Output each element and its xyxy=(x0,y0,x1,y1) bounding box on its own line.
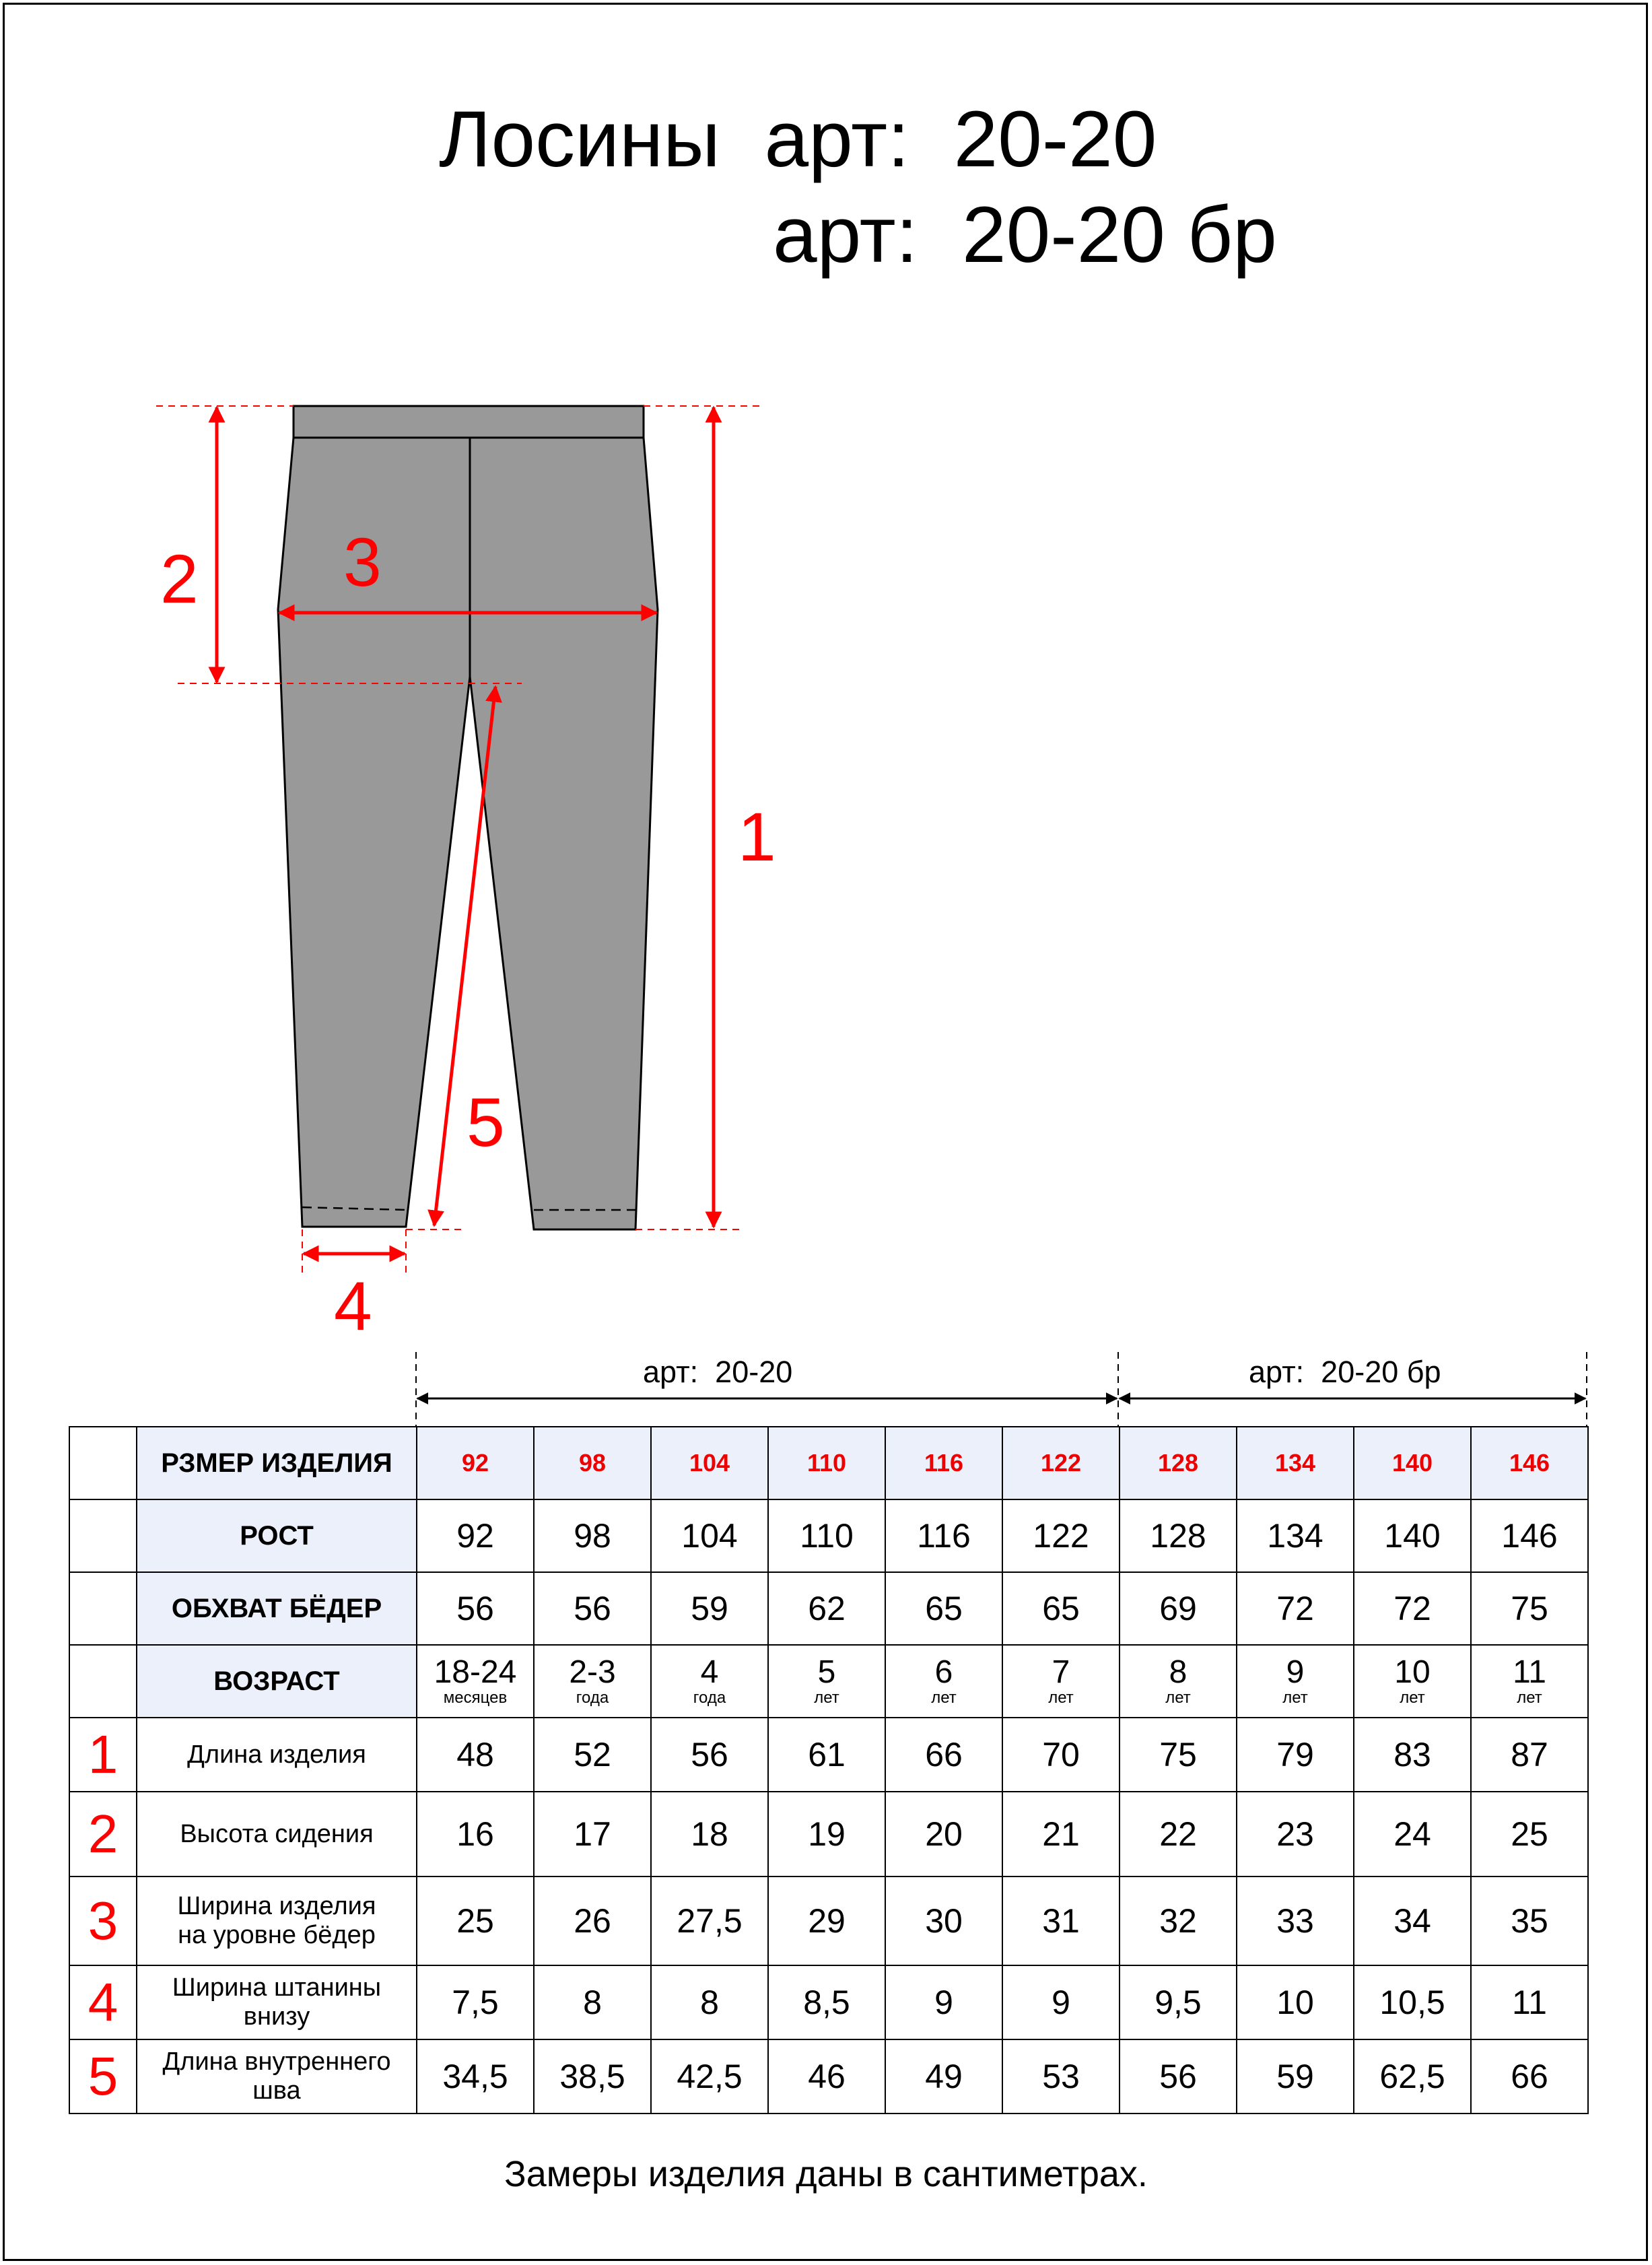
age-row-value xyxy=(885,1645,1002,1718)
age-number: 9 xyxy=(1286,1654,1305,1690)
row-number-empty xyxy=(69,1645,137,1718)
measurement-label-line: Высота сидения xyxy=(180,1819,374,1848)
size-row-value: 110 xyxy=(768,1427,885,1499)
measurement-value: 29 xyxy=(768,1877,885,1965)
measurement-value: 9 xyxy=(1002,1965,1120,2039)
row-number-empty xyxy=(69,1572,137,1645)
measurement-value: 56 xyxy=(651,1718,768,1792)
height-row-value: 116 xyxy=(885,1499,1002,1572)
measurement-value: 70 xyxy=(1002,1718,1120,1792)
age-number: 7 xyxy=(1052,1654,1070,1690)
age-row xyxy=(69,1645,1588,1718)
measurement-value: 62,5 xyxy=(1354,2039,1471,2114)
size-row-value: 128 xyxy=(1120,1427,1237,1499)
measurement-value: 27,5 xyxy=(651,1877,768,1965)
hip-row-label: ОБХВАТ БЁДЕР xyxy=(137,1572,417,1645)
hip-row-value: 72 xyxy=(1237,1572,1354,1645)
hip-row-value: 59 xyxy=(651,1572,768,1645)
hip-row xyxy=(69,1572,1588,1645)
dimension-2-label: 2 xyxy=(160,541,199,617)
age-unit: года xyxy=(693,1689,726,1707)
measurement-value: 61 xyxy=(768,1718,885,1792)
height-row-value: 110 xyxy=(768,1499,885,1572)
hip-row-value: 62 xyxy=(768,1572,885,1645)
page-title-line-1: Лосины арт: 20-20 xyxy=(439,95,1157,184)
age-row-value xyxy=(1002,1645,1120,1718)
height-row-value: 146 xyxy=(1471,1499,1588,1572)
age-number: 6 xyxy=(934,1654,953,1690)
measurement-label-line: Ширина штанины xyxy=(172,1973,382,2002)
measurement-value: 17 xyxy=(534,1792,651,1877)
height-row-value: 92 xyxy=(417,1499,534,1572)
size-row-value: 146 xyxy=(1471,1427,1588,1499)
age-unit: лет xyxy=(814,1689,839,1707)
age-number: 2-3 xyxy=(569,1654,616,1690)
size-row-value: 92 xyxy=(417,1427,534,1499)
age-unit: года xyxy=(576,1689,609,1707)
hip-row-value: 56 xyxy=(417,1572,534,1645)
measurement-value: 18 xyxy=(651,1792,768,1877)
art-group-1-label: арт: 20-20 xyxy=(643,1355,793,1389)
measurement-value: 48 xyxy=(417,1718,534,1792)
measurement-value: 23 xyxy=(1237,1792,1354,1877)
measurement-value: 79 xyxy=(1237,1718,1354,1792)
page-title-line-2: арт: 20-20 бр xyxy=(773,191,1277,279)
size-row-label: РЗМЕР ИЗДЕЛИЯ xyxy=(137,1427,417,1499)
measurement-value: 34 xyxy=(1354,1877,1471,1965)
height-row-value: 134 xyxy=(1237,1499,1354,1572)
age-row-value xyxy=(534,1645,651,1718)
age-unit: месяцев xyxy=(443,1689,508,1707)
measurement-label-line: Длина внутреннего xyxy=(162,2048,391,2076)
measurement-value: 31 xyxy=(1002,1877,1120,1965)
measurement-value: 8,5 xyxy=(768,1965,885,2039)
measurement-row xyxy=(69,1792,1588,1877)
measurement-value: 42,5 xyxy=(651,2039,768,2114)
size-chart-table xyxy=(69,1426,1589,2114)
measurement-label xyxy=(137,1877,417,1965)
size-row-value: 116 xyxy=(885,1427,1002,1499)
size-row-value: 134 xyxy=(1237,1427,1354,1499)
measurement-row xyxy=(69,1877,1588,1965)
measurement-value: 34,5 xyxy=(417,2039,534,2114)
size-row-value: 98 xyxy=(534,1427,651,1499)
measurement-value: 49 xyxy=(885,2039,1002,2114)
age-row-value xyxy=(768,1645,885,1718)
measurement-value: 16 xyxy=(417,1792,534,1877)
measurement-label-line: Ширина изделия xyxy=(177,1892,376,1921)
row-number-empty xyxy=(69,1427,137,1499)
measurement-label xyxy=(137,1965,417,2039)
measurement-value: 8 xyxy=(651,1965,768,2039)
measurement-value: 46 xyxy=(768,2039,885,2114)
measurement-value: 87 xyxy=(1471,1718,1588,1792)
measurement-value: 52 xyxy=(534,1718,651,1792)
dimension-1-label: 1 xyxy=(738,799,776,875)
measurement-value: 11 xyxy=(1471,1965,1588,2039)
dimension-4-label: 4 xyxy=(334,1268,372,1345)
hip-row-value: 65 xyxy=(1002,1572,1120,1645)
measurement-value: 25 xyxy=(417,1877,534,1965)
hip-row-value: 56 xyxy=(534,1572,651,1645)
hip-row-value: 75 xyxy=(1471,1572,1588,1645)
age-row-label: ВОЗРАСТ xyxy=(137,1645,417,1718)
measurement-value: 19 xyxy=(768,1792,885,1877)
hip-row-value: 72 xyxy=(1354,1572,1471,1645)
measurement-value: 53 xyxy=(1002,2039,1120,2114)
measurement-label-line: шва xyxy=(252,2076,301,2105)
measurement-number: 1 xyxy=(69,1718,137,1792)
measurement-value: 66 xyxy=(1471,2039,1588,2114)
age-number: 8 xyxy=(1169,1654,1188,1690)
measurement-label-line: Длина изделия xyxy=(187,1740,366,1769)
measurement-value: 9 xyxy=(885,1965,1002,2039)
age-number: 5 xyxy=(817,1654,836,1690)
measurement-value: 56 xyxy=(1120,2039,1237,2114)
age-row-value xyxy=(1237,1645,1354,1718)
measurement-number: 2 xyxy=(69,1792,137,1877)
measurement-label-line: внизу xyxy=(243,2002,310,2031)
age-row-value xyxy=(651,1645,768,1718)
row-number-empty xyxy=(69,1499,137,1572)
measurement-value: 25 xyxy=(1471,1792,1588,1877)
measurement-value: 32 xyxy=(1120,1877,1237,1965)
measurement-value: 35 xyxy=(1471,1877,1588,1965)
height-row-value: 104 xyxy=(651,1499,768,1572)
age-number: 11 xyxy=(1513,1654,1546,1690)
measurement-value: 22 xyxy=(1120,1792,1237,1877)
age-unit: лет xyxy=(1517,1689,1542,1707)
footnote: Замеры изделия даны в сантиметрах. xyxy=(504,2154,1148,2194)
size-row-value: 140 xyxy=(1354,1427,1471,1499)
size-row-value: 104 xyxy=(651,1427,768,1499)
measurement-value: 38,5 xyxy=(534,2039,651,2114)
hip-row-value: 69 xyxy=(1120,1572,1237,1645)
measurement-row xyxy=(69,1965,1588,2039)
measurement-label xyxy=(137,1718,417,1792)
measurement-label-line: на уровне бёдер xyxy=(178,1921,376,1949)
waistband-shape xyxy=(294,406,644,438)
hip-row-value: 65 xyxy=(885,1572,1002,1645)
measurement-value: 83 xyxy=(1354,1718,1471,1792)
art-group-2-label: арт: 20-20 бр xyxy=(1249,1355,1441,1389)
measurement-value: 10 xyxy=(1237,1965,1354,2039)
age-number: 10 xyxy=(1394,1654,1431,1690)
measurement-value: 21 xyxy=(1002,1792,1120,1877)
height-row-value: 128 xyxy=(1120,1499,1237,1572)
measurement-value: 7,5 xyxy=(417,1965,534,2039)
height-row xyxy=(69,1499,1588,1572)
age-row-value xyxy=(417,1645,534,1718)
age-number: 18-24 xyxy=(434,1654,517,1690)
age-row-value xyxy=(1471,1645,1588,1718)
measurement-value: 30 xyxy=(885,1877,1002,1965)
size-chart-body xyxy=(69,1427,1588,2114)
measurement-label xyxy=(137,1792,417,1877)
measurement-number: 3 xyxy=(69,1877,137,1965)
measurement-value: 75 xyxy=(1120,1718,1237,1792)
measurement-row xyxy=(69,2039,1588,2114)
measurement-value: 33 xyxy=(1237,1877,1354,1965)
measurement-value: 20 xyxy=(885,1792,1002,1877)
measurement-value: 8 xyxy=(534,1965,651,2039)
measurement-number: 5 xyxy=(69,2039,137,2114)
height-row-value: 122 xyxy=(1002,1499,1120,1572)
age-unit: лет xyxy=(1165,1689,1191,1707)
measurement-value: 26 xyxy=(534,1877,651,1965)
age-row-value xyxy=(1120,1645,1237,1718)
dimension-5-label: 5 xyxy=(467,1084,505,1161)
size-row xyxy=(69,1427,1588,1499)
measurement-value: 59 xyxy=(1237,2039,1354,2114)
size-row-value: 122 xyxy=(1002,1427,1120,1499)
measurement-row xyxy=(69,1718,1588,1792)
measurement-value: 9,5 xyxy=(1120,1965,1237,2039)
measurement-value: 10,5 xyxy=(1354,1965,1471,2039)
measurement-value: 24 xyxy=(1354,1792,1471,1877)
height-row-value: 98 xyxy=(534,1499,651,1572)
dimension-3-label: 3 xyxy=(343,524,382,601)
age-row-value xyxy=(1354,1645,1471,1718)
height-row-value: 140 xyxy=(1354,1499,1471,1572)
age-unit: лет xyxy=(1282,1689,1308,1707)
age-number: 4 xyxy=(700,1654,719,1690)
measurement-label xyxy=(137,2039,417,2114)
measurement-value: 66 xyxy=(885,1718,1002,1792)
age-unit: лет xyxy=(1400,1689,1425,1707)
measurement-number: 4 xyxy=(69,1965,137,2039)
age-unit: лет xyxy=(931,1689,957,1707)
height-row-label: РОСТ xyxy=(137,1499,417,1572)
age-unit: лет xyxy=(1048,1689,1074,1707)
